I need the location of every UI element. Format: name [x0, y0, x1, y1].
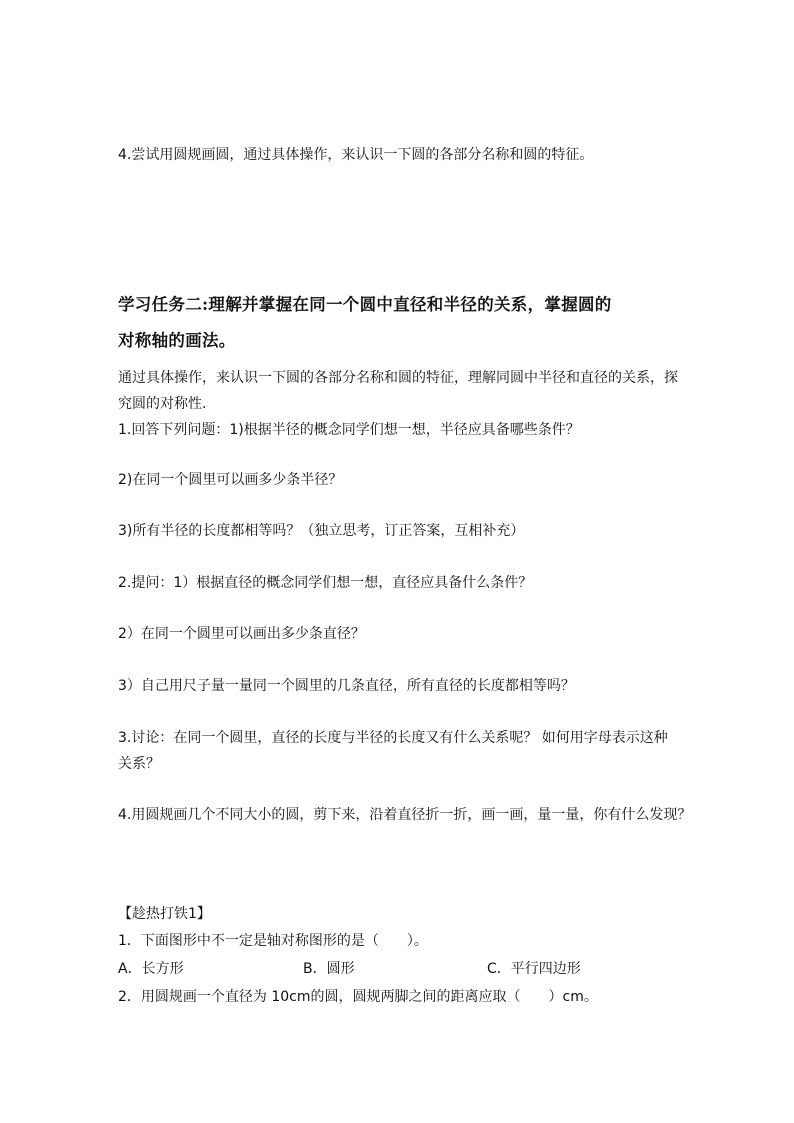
- practice-question1: 1．下面图形中不一定是轴对称图形的是（ ）。: [118, 933, 428, 949]
- task2-intro-line2: 究圆的对称性.: [118, 396, 207, 412]
- practice-option-b: B．圆形: [303, 961, 355, 977]
- question1-part1: 1.回答下列问题：1)根据半径的概念同学们想一想，半径应具备哪些条件？: [118, 422, 580, 438]
- question2-part3: 3）自己用尺子量一量同一个圆里的几条直径，所有直径的长度都相等吗？: [118, 678, 575, 694]
- question3-line1: 3.讨论：在同一个圆里，直径的长度与半径的长度又有什么关系呢？ 如何用字母表示这种: [118, 730, 668, 746]
- task2-intro-line1: 通过具体操作，来认识一下圆的各部分名称和圆的特征，理解同圆中半径和直径的关系，探: [118, 370, 678, 386]
- practice-question2: 2．用圆规画一个直径为 10cm的圆，圆规两脚之间的距离应取（ ）cm。: [118, 989, 598, 1005]
- task2-title-line1: 学习任务二:理解并掌握在同一个圆中直径和半径的关系，掌握圆的: [118, 295, 612, 314]
- section1-item4: 4.尝试用圆规画圆，通过具体操作，来认识一下圆的各部分名称和圆的特征。: [118, 147, 594, 163]
- question1-part3: 3)所有半径的长度都相等吗？（独立思考，订正答案，互相补充）: [118, 523, 525, 539]
- practice-option-c: C．平行四边形: [487, 961, 581, 977]
- question2-part1: 2.提问：1）根据直径的概念同学们想一想，直径应具备什么条件？: [118, 575, 533, 591]
- question1-part2: 2)在同一个圆里可以画多少条半径？: [118, 472, 343, 488]
- task2-title-line2: 对称轴的画法。: [118, 331, 236, 350]
- question2-part2: 2）在同一个圆里可以画出多少条直径？: [118, 626, 365, 642]
- question4: 4.用圆规画几个不同大小的圆，剪下来，沿着直径折一折，画一画，量一量，你有什么发现？: [118, 807, 692, 823]
- practice-title: 【趁热打铁1】: [118, 906, 211, 922]
- question3-line2: 关系？: [118, 756, 160, 772]
- practice-option-a: A．长方形: [118, 961, 184, 977]
